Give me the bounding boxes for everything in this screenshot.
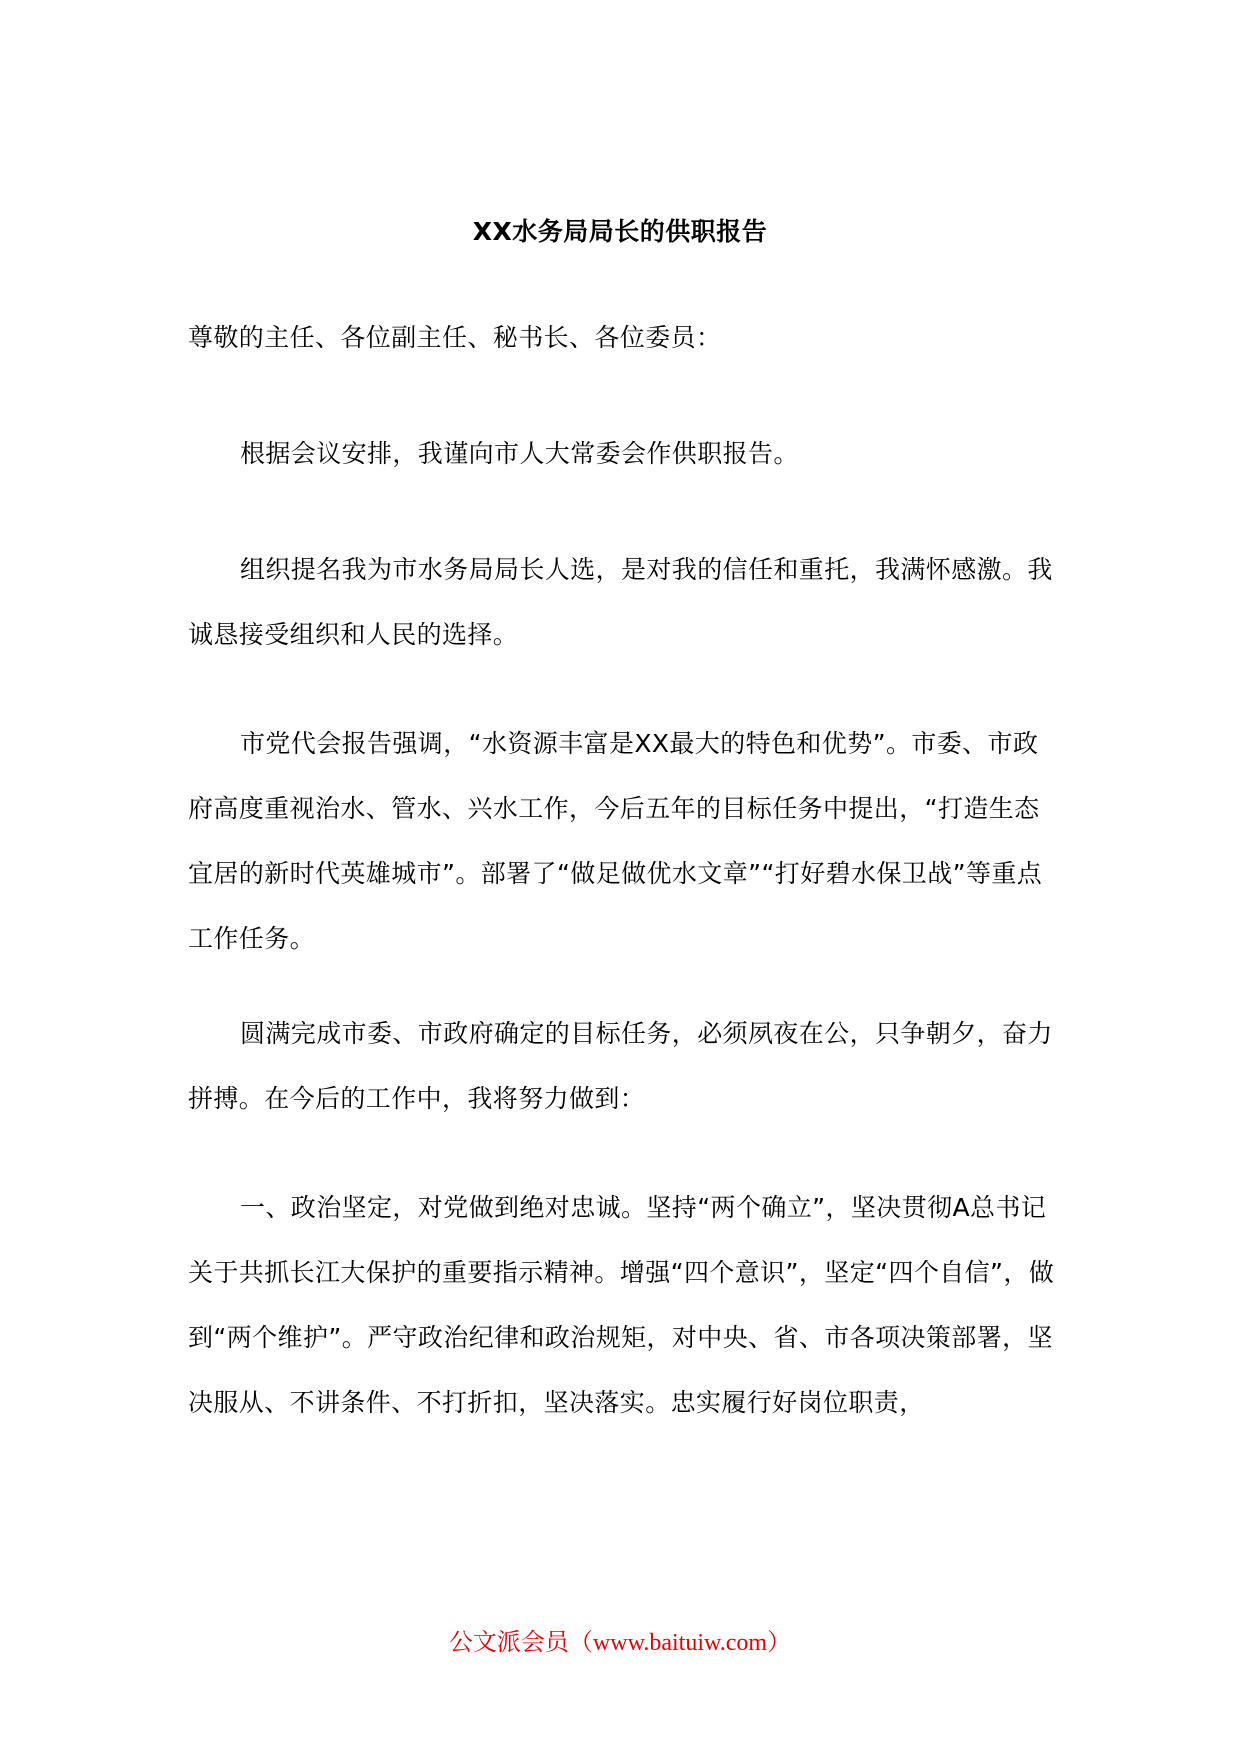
paragraph: 圆满完成市委、市政府确定的目标任务，必须夙夜在公，只争朝夕，奋力拼搏。在今后的工作中，我将努力做到： (188, 1019, 1053, 1113)
salutation-block (188, 305, 1058, 370)
paragraph-1-block (188, 421, 1058, 486)
watermark-prefix: 公文派会员（ (448, 1628, 593, 1656)
document-title: XX水务局局长的供职报告 (472, 217, 768, 246)
watermark-url[interactable]: www.baituiw.com (592, 1630, 768, 1656)
salutation: 尊敬的主任、各位副主任、秘书长、各位委员： (188, 323, 722, 352)
paragraph-3-block (188, 711, 1058, 971)
footer-watermark (0, 1625, 1240, 1660)
paragraph-2-block (188, 537, 1058, 667)
paragraph-4-block (188, 1001, 1058, 1131)
paragraph: 市党代会报告强调，“水资源丰富是XX最大的特色和优势”。市委、市政府高度重视治水、管水、兴水工作，今后五年的目标任务中提出，“打造生态宜居的新时代英雄城市”。部署了“做足做优水文章”“打好碧水保卫战”等重点工作任务。 (188, 729, 1043, 953)
paragraph: 组织提名我为市水务局局长人选，是对我的信任和重托，我满怀感激。我诚恳接受组织和人民的选择。 (188, 555, 1053, 649)
paragraph: 一、政治坚定，对党做到绝对忠诚。坚持“两个确立”，坚决贯彻A总书记关于共抓长江大保护的重要指示精神。增强“四个意识”，坚定“四个自信”，做到“两个维护”。严守政治纪律和政治规矩，对中央、省、市各项决策部署，坚决服从、不讲条件、不打折扣，坚决落实。忠实履行好岗位职责， (188, 1193, 1055, 1417)
paragraph: 根据会议安排，我谨向市人大常委会作供职报告。 (240, 439, 799, 468)
watermark-suffix: ） (767, 1628, 792, 1656)
paragraph-5-block (188, 1175, 1058, 1435)
